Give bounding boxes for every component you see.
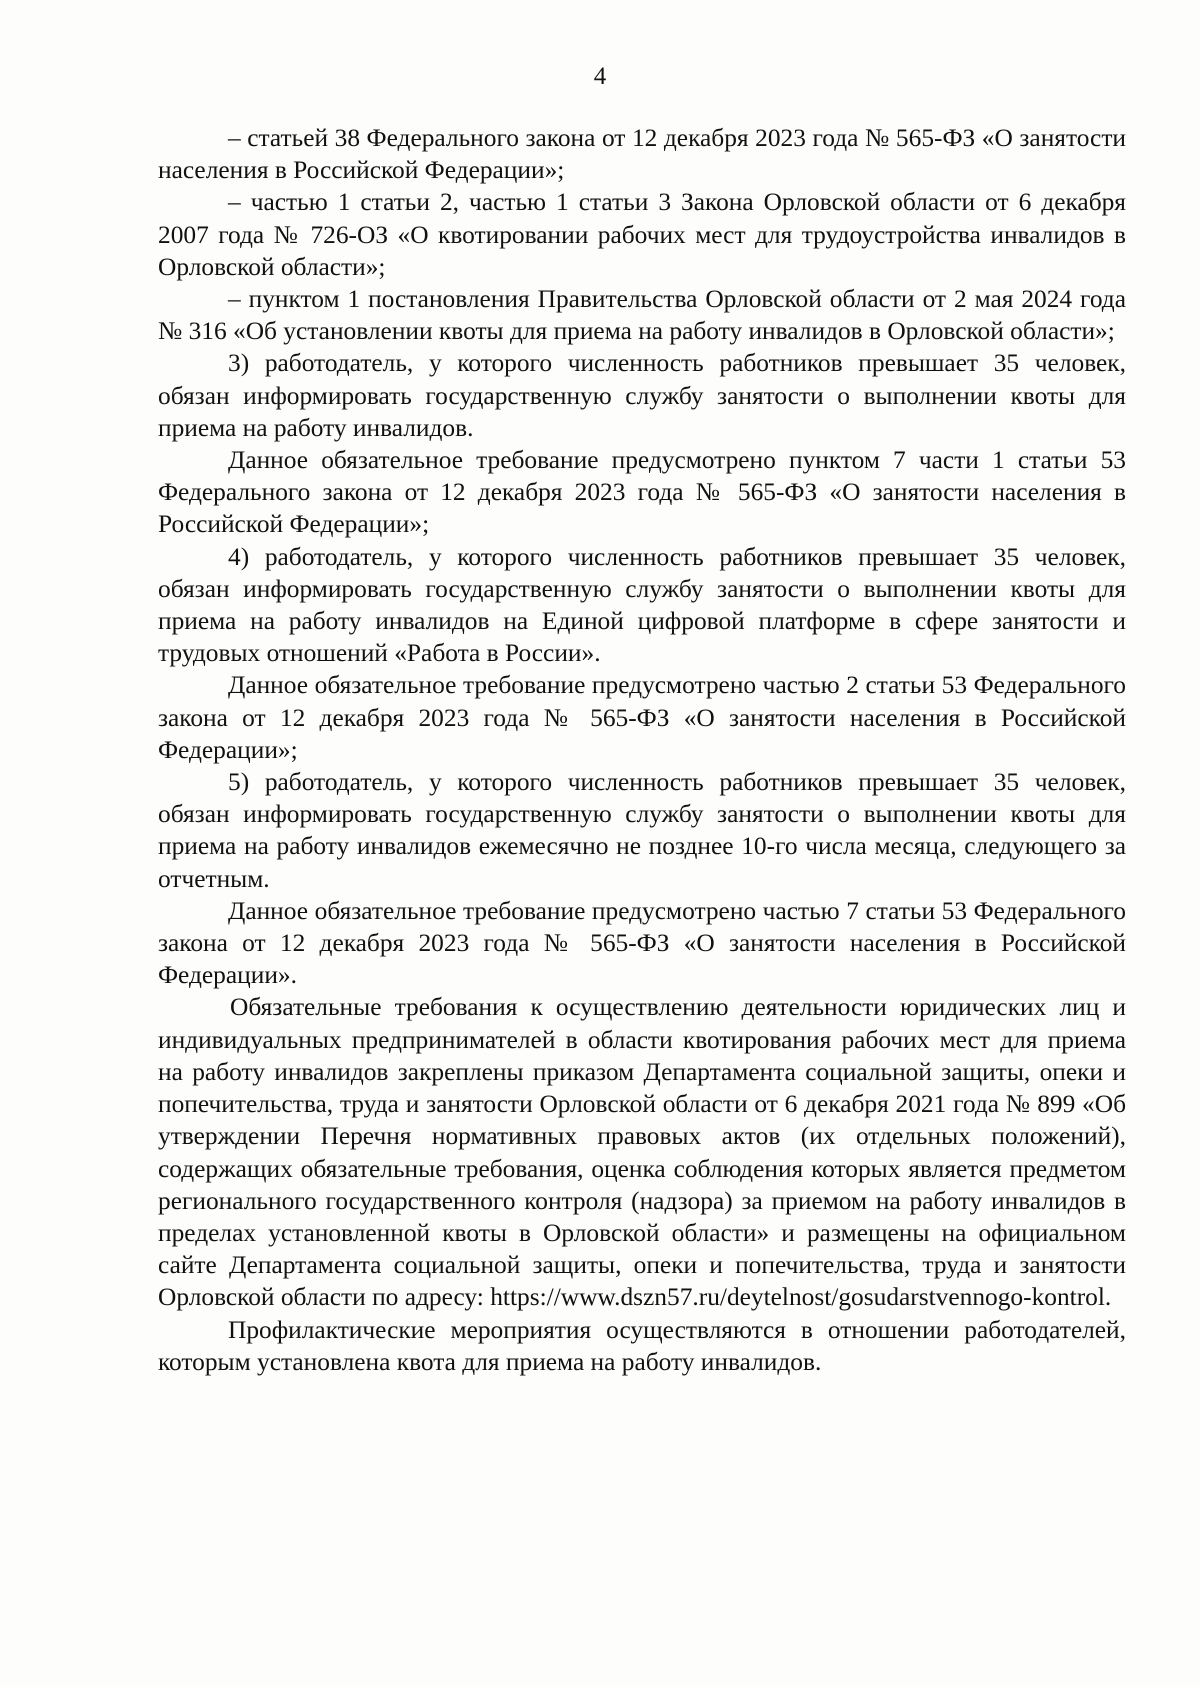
paragraph-mandatory-requirements-text: Обязательные требования к осуществлению деятельности юридических лиц и индивидуальных предпринимателей в области квотирования рабочих мест для приема на работу инвалидов закреплены приказом Департамента социальной защиты, опеки и попечительства, труда и занятости Орловской области от 6 декабря 2021 года № 899 «Об утверждении Перечня нормативных правовых актов (их отдельных положений), содержащих обязательные требования, оценка соблюдения которых является предметом регионального государственного контроля (надзора) за приемом на работу инвалидов в пределах установленной квоты в Орловской области» и размещены на официальном сайте Департамента социальной защиты, опеки и попечительства, труда и занятости Орловской области по адресу:: [158, 993, 1126, 1312]
document-body: [158, 122, 1126, 1378]
paragraph-item-3: 3) работодатель, у которого численность работников превышает 35 человек, обязан информировать государственную службу занятости о выполнении квоты для приема на работу инвалидов.: [158, 349, 1126, 442]
paragraph-mandatory-requirements: [158, 991, 1126, 1313]
paragraph-oryol-law-726: – частью 1 статьи 2, частью 1 статьи 3 Закона Орловской области от 6 декабря 2007 года № 726-ОЗ «О квотировании рабочих мест для трудоустройства инвалидов в Орловской области»;: [158, 188, 1126, 281]
paragraph-preventive-measures: Профилактические мероприятия осуществляются в отношении работодателей, которым установлена квота для приема на работу инвалидов.: [158, 1315, 1126, 1376]
paragraph-article-38: – статьей 38 Федерального закона от 12 декабря 2023 года № 565-ФЗ «О занятости населения в Российской Федерации»;: [158, 124, 1126, 185]
paragraph-government-decree-316: – пунктом 1 постановления Правительства Орловской области от 2 мая 2024 года № 316 «Об установлении квоты для приема на работу инвалидов в Орловской области»;: [158, 285, 1126, 346]
paragraph-item-5-basis: Данное обязательное требование предусмотрено частью 7 статьи 53 Федерального закона от 12 декабря 2023 года № 565-ФЗ «О занятости населения в Российской Федерации».: [158, 896, 1126, 990]
paragraph-item-3-basis: Данное обязательное требование предусмотрено пунктом 7 части 1 статьи 53 Федерального закона от 12 декабря 2023 года № 565-ФЗ «О занятости населения в Российской Федерации»;: [158, 446, 1126, 539]
paragraph-item-4: 4) работодатель, у которого численность работников превышает 35 человек, обязан информировать государственную службу занятости о выполнении квоты для приема на работу инвалидов на Единой цифровой платформе в сфере занятости и трудовых отношений «Работа в России».: [158, 542, 1126, 668]
paragraph-item-5: 5) работодатель, у которого численность работников превышает 35 человек, обязан информировать государственную службу занятости о выполнении квоты для приема на работу инвалидов ежемесячно не позднее 10-го числа месяца, следующего за отчетным.: [158, 768, 1126, 893]
paragraph-item-4-basis: Данное обязательное требование предусмотрено частью 2 статьи 53 Федерального закона от 12 декабря 2023 года № 565-ФЗ «О занятости населения в Российской Федерации»;: [158, 671, 1126, 764]
page-number: 4: [593, 63, 607, 90]
website-url[interactable]: https://www.dszn57.ru/deytelnost/gosudarstvennogo-kontrol.: [490, 1283, 1112, 1312]
